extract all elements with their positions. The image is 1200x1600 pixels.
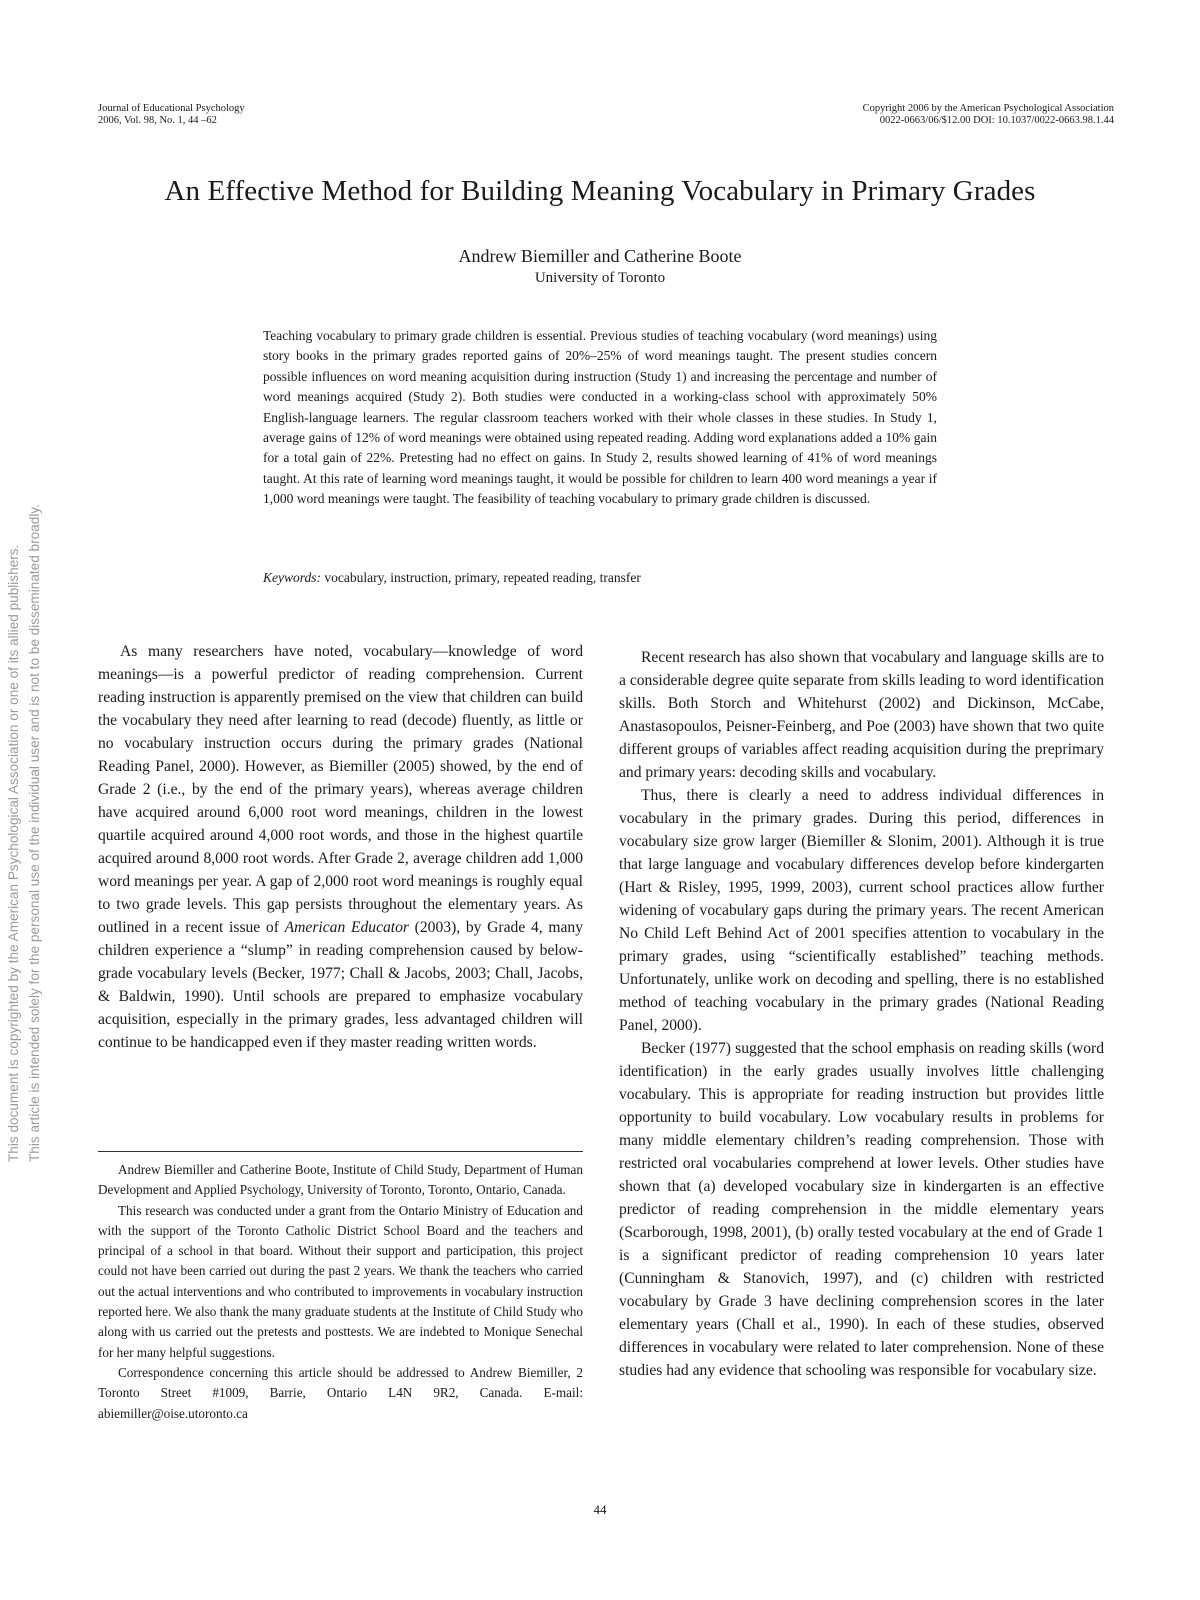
article-authors: Andrew Biemiller and Catherine Boote — [458, 246, 742, 266]
abstract: Teaching vocabulary to primary grade children is essential. Previous studies of teaching vocabulary (word meanings) using story books in the primary grades reported gains of 20%–25% of word meanings taught. The present studies concern possible influences on word meaning acquisition during instruction (Study 1) and increasing the percentage and number of word meanings acquired (Study 2). Both studies were conducted in a working-class school with approximately 50% English-language learners. The regular classroom teachers worked with their whole classes in these studies. In Study 1, average gains of 12% of word meanings were obtained using repeated reading. Adding word explanations added a 10% gain for a total gain of 22%. Pretesting had no effect on gains. In Study 2, results showed learning of 41% of word meanings taught. At this rate of learning word meanings taught, it would be possible for children to learn 400 word meanings a year if 1,000 word meanings were taught. The feasibility of teaching vocabulary to primary grade children is discussed. — [263, 328, 937, 507]
keywords-list: vocabulary, instruction, primary, repeated reading, transfer — [324, 570, 641, 585]
sidebar-notice-line-2: This article is intended solely for the personal use of the individual user and is not to be disseminated broadly. — [27, 504, 42, 1162]
body-paragraph: Becker (1977) suggested that the school emphasis on reading skills (word identification) in the early grades usually involves little challenging vocabulary. This is appropriate for reading instruction but provides little opportunity to build vocabulary. Low vocabulary results in problems for many middle elementary children’s reading comprehension. Those with restricted oral vocabularies comprehend at lower levels. Other studies have shown that (a) developed vocabulary size in kindergarten is an effective predictor of reading comprehension in the middle elementary years (Scarborough, 1998, 2001), (b) orally tested vocabulary at the end of Grade 1 is a significant predictor of reading comprehension 10 years later (Cunningham & Stanovich, 1997), and (c) children with restricted vocabulary by Grade 3 have declining comprehension scores in the later elementary years (Chall et al., 1990). In each of these studies, observed differences in vocabulary were related to later comprehension. None of these studies had any evidence that schooling was responsible for vocabulary size. — [619, 1040, 1104, 1379]
copyright-notice — [863, 103, 1114, 127]
copyright-line: Copyright 2006 by the American Psychological Association — [862, 103, 1114, 114]
author-note — [98, 1160, 583, 1424]
article-title: An Effective Method for Building Meaning Vocabulary in Primary Grades — [164, 175, 1036, 207]
journal-name: Journal of Educational Psychology — [98, 103, 245, 114]
sidebar-notice-line-1: This document is copyrighted by the American Psychological Association or one of its allied publishers. — [6, 544, 21, 1162]
keywords-label: Keywords: — [263, 570, 321, 585]
doi-line: 0022-0663/06/$12.00 DOI: 10.1037/0022-0663.98.1.44 — [879, 115, 1114, 126]
journal-citation — [98, 103, 245, 127]
body-paragraph: As many researchers have noted, vocabulary—knowledge of word meanings—is a powerful predictor of reading comprehension. Current reading instruction is apparently premised on the view that children can build the vocabulary they need after learning to read (decode) fluently, as little or no vocabulary instruction occurs during the primary grades (National Reading Panel, 2000). However, as Biemiller (2005) showed, by the end of Grade 2 (i.e., by the end of the primary years), whereas average children have acquired around 6,000 root word meanings, children in the lowest quartile acquired around 4,000 root words, and those in the highest quartile acquired around 8,000 root words. After Grade 2, average children add 1,000 word meanings per year. A gap of 2,000 root word meanings is roughly equal to two grade levels. This gap persists throughout the elementary years. As outlined in a recent issue of American Educator (2003), by Grade 4, many children experience a “slump” in reading comprehension caused by below-grade vocabulary levels (Becker, 1977; Chall & Jacobs, 2003; Chall, Jacobs, & Baldwin, 1990). Until schools are prepared to emphasize vocabulary acquisition, especially in the primary grades, less advantaged children will continue to be handicapped even if they master reading written words. — [98, 643, 583, 1051]
footnote-correspondence: Correspondence concerning this article should be addressed to Andrew Biemiller, 2 Toronto Street #1009, Barrie, Ontario L4N 9R2, Canada. E-mail: abiemiller@oise.utoronto.ca — [98, 1364, 583, 1421]
keywords — [263, 570, 937, 586]
journal-volume: 2006, Vol. 98, No. 1, 44 –62 — [98, 115, 217, 126]
footnote-divider — [98, 1151, 583, 1152]
body-paragraph: Thus, there is clearly a need to address individual differences in vocabulary in the primary grades. During this period, differences in vocabulary size grow larger (Biemiller & Slonim, 2001). Although it is true that large language and vocabulary differences develop before kindergarten (Hart & Risley, 1995, 1999, 2003), current school practices allow further widening of vocabulary gaps during the primary years. The recent American No Child Left Behind Act of 2001 specifies attention to vocabulary in the primary grades, using “scientifically established” teaching methods. Unfortunately, unlike work on decoding and spelling, there is no established method of teaching vocabulary in the primary grades (National Reading Panel, 2000). — [619, 787, 1104, 1034]
body-paragraph: Recent research has also shown that vocabulary and language skills are to a considerable degree quite separate from skills leading to word identification skills. Both Storch and Whitehurst (2002) and Dickinson, McCabe, Anastasopoulos, Peisner-Feinberg, and Poe (2003) have shown that two quite different groups of variables affect reading acquisition during the preprimary and primary years: decoding skills and vocabulary. — [619, 649, 1104, 781]
journal-reference-italic: American Educator — [284, 919, 409, 936]
body-column-right — [619, 646, 1104, 1382]
sidebar-copyright-watermark — [0, 0, 60, 1600]
body-column-left — [98, 640, 583, 1054]
page-number: 44 — [593, 1502, 607, 1517]
footnote-affiliation: Andrew Biemiller and Catherine Boote, Institute of Child Study, Department of Human Development and Applied Psychology, University of Toronto, Toronto, Ontario, Canada. — [98, 1162, 583, 1198]
footnote-acknowledgments: This research was conducted under a grant from the Ontario Ministry of Education and with the support of the Toronto Catholic District School Board and the teachers and principal of a school in that board. Without their support and participation, this project could not have been carried out during the past 2 years. We thank the teachers who carried out the actual interventions and who contributed to improvements in vocabulary instruction reported here. We also thank the many graduate students at the Institute of Child Study who along with us carried out the pretests and posttests. We are indebted to Monique Senechal for her many helpful suggestions. — [98, 1202, 583, 1360]
author-affiliation: University of Toronto — [534, 270, 666, 286]
